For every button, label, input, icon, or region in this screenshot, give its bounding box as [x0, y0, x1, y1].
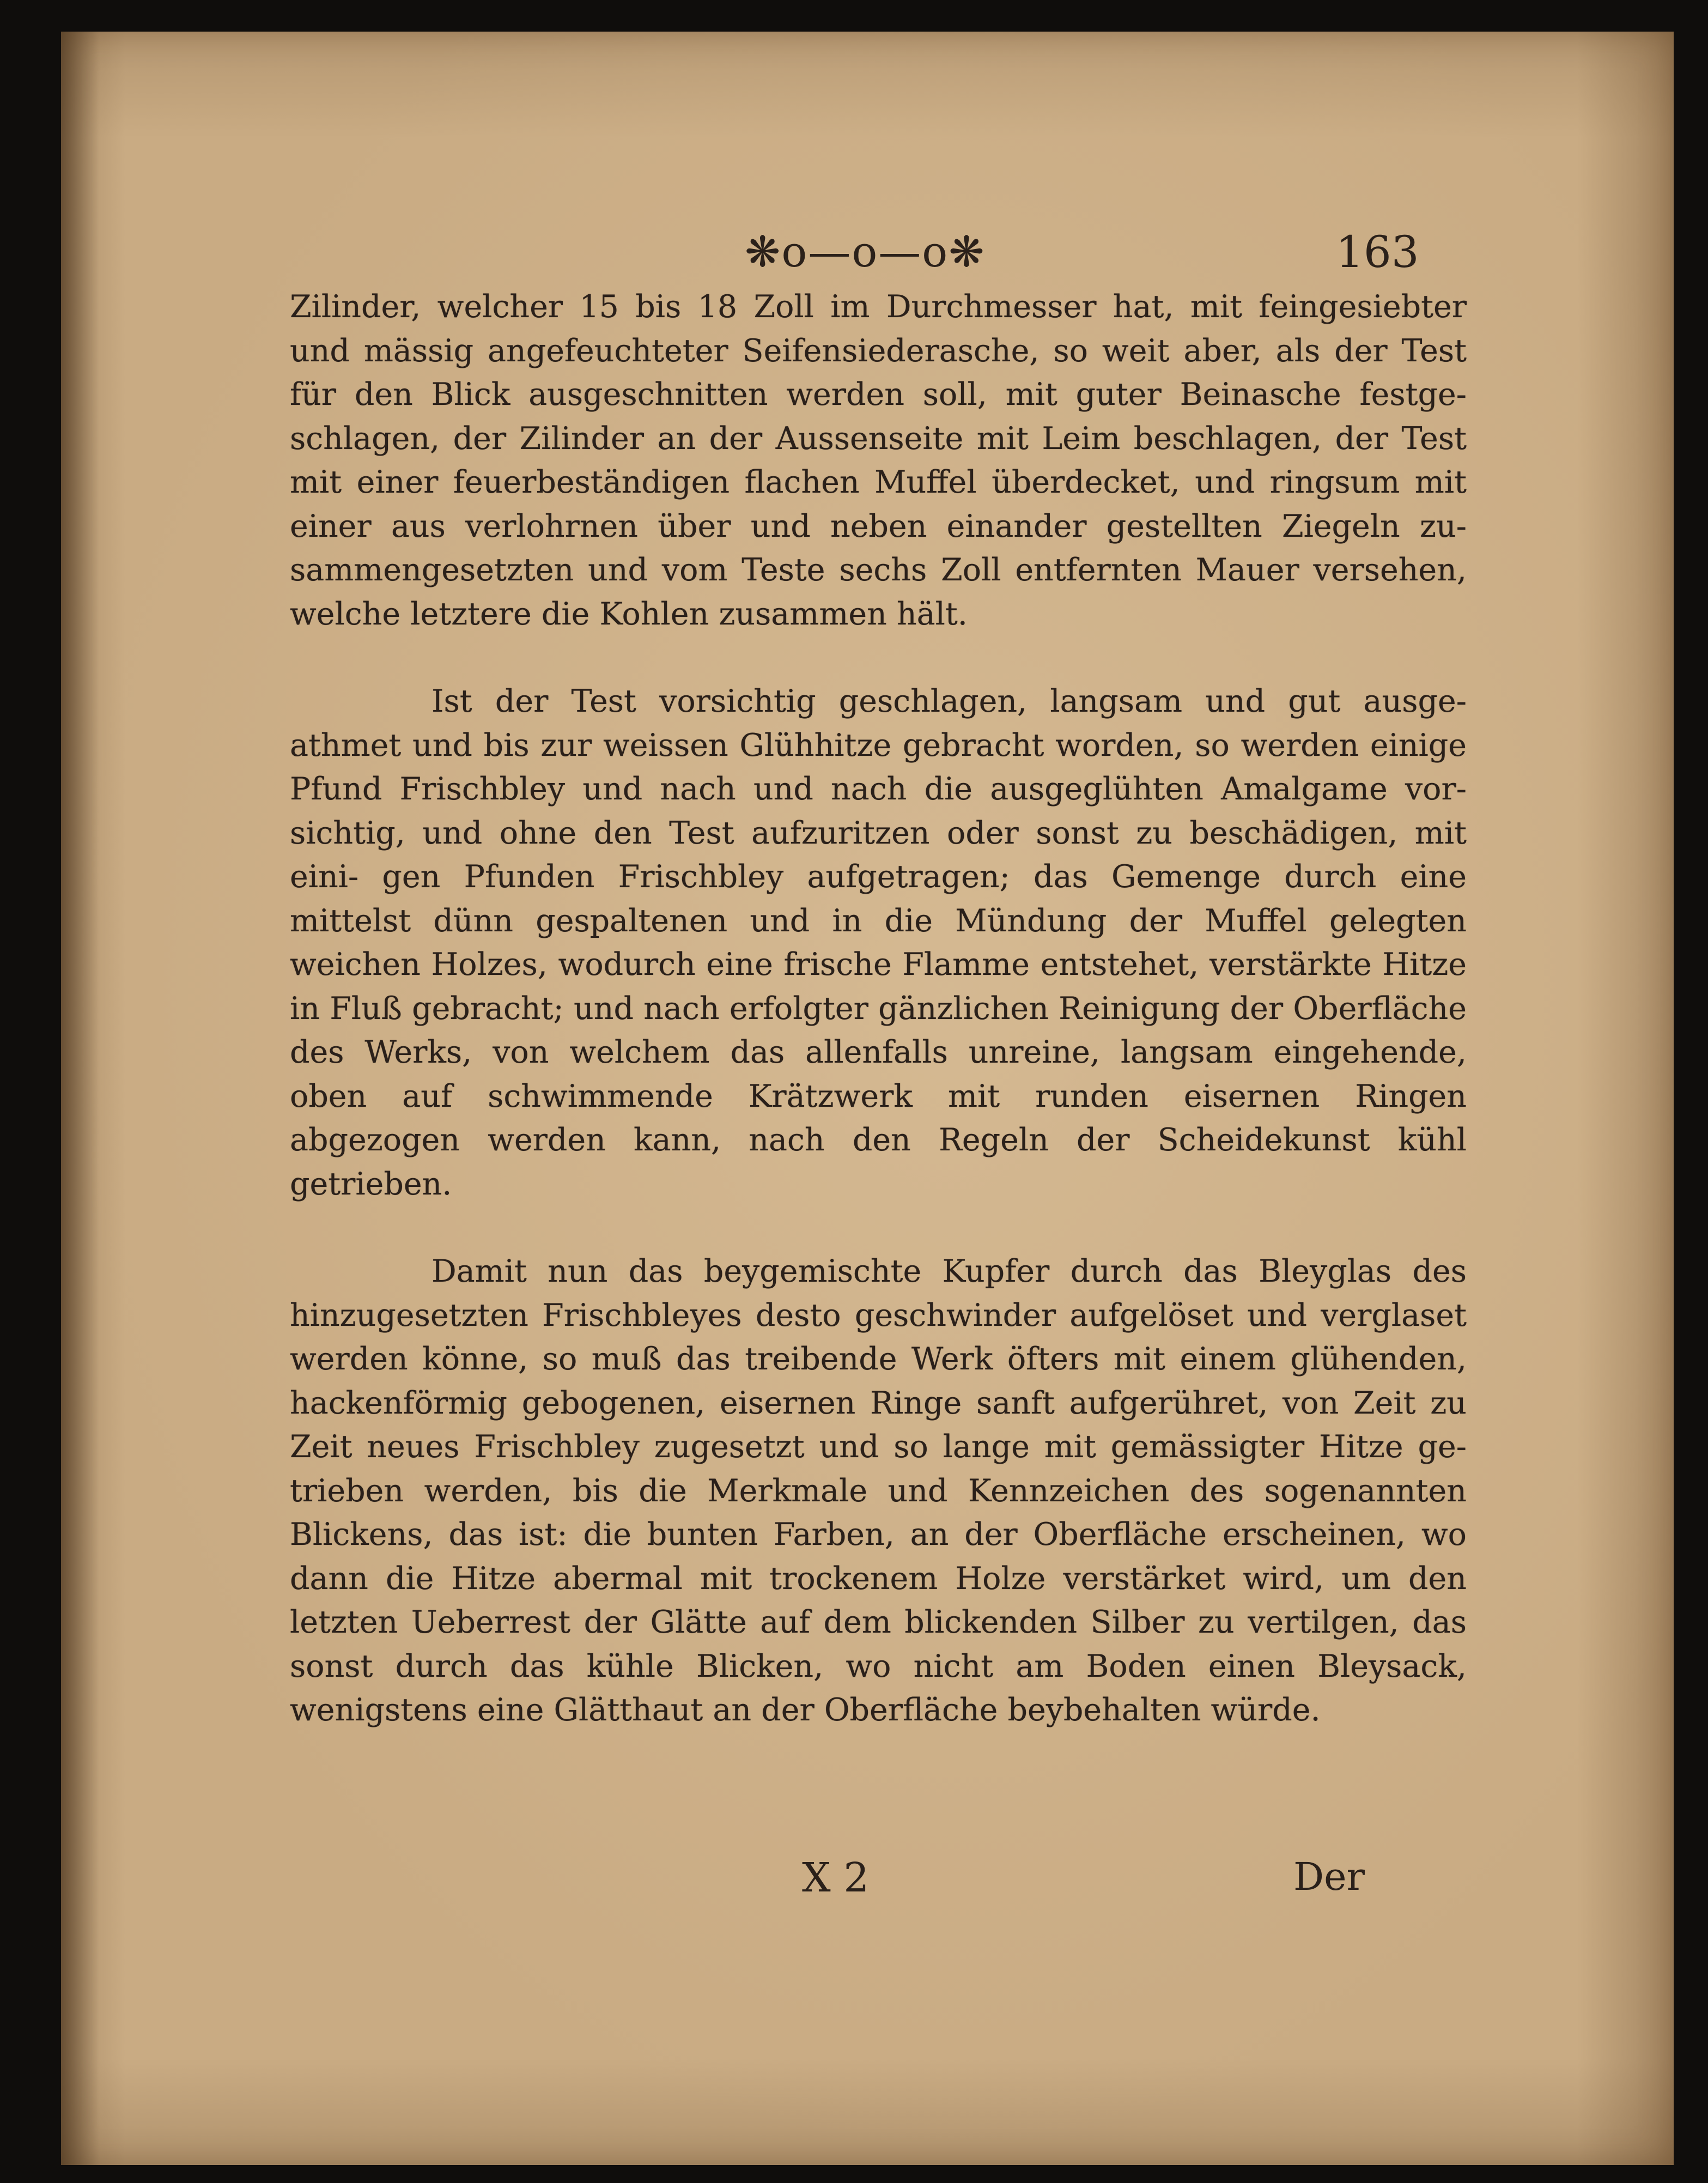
paragraph-3: Damit nun das beygemischte Kupfer durch das Bleyglas des hinzugesetzten Frischbleyes desto geschwinder aufgelöset und verglaset werden könne, so muß das treibende Werk öfters mit einem glühenden, hackenförmig gebogenen, eisernen Ringe sanft aufgerühret, von Zeit zu Zeit neues Frischbley zugesetzt und so lange mit gemässigter Hitze ge- trieben werden, bis die Merkmale und Kennzeichen des sogenannten Blickens, das ist: die bunten Farben, an der Oberfläche erscheinen, wo dann die Hitze abermal mit trockenem Holze verstärket wird, um den letzten Ueberrest der Glätte auf dem blickenden Silber zu vertilgen, das sonst durch das kühle Blicken, wo nicht am Boden einen Bleysack, wenigstens eine Glätthaut an der Oberfläche beybehalten würde. — [290, 1253, 1467, 1728]
page-body-text — [290, 285, 1467, 1732]
page-number: 163 — [1336, 227, 1419, 277]
paragraph-2: Ist der Test vorsichtig geschlagen, langsam und gut ausge- athmet und bis zur weissen Glühhitze gebracht worden, so werden einige Pfund Frischbley und nach und nach die ausgeglühten Amalgame vor- sichtig, und ohne den Test aufzuritzen oder sonst zu beschädigen, mit eini- gen Pfunden Frischbley aufgetragen; das Gemenge durch eine mittelst dünn gespaltenen und in die Mündung der Muffel gelegten weichen Holzes, wodurch eine frische Flamme entstehet, verstärkte Hitze in Fluß gebracht; und nach erfolgter gänzlichen Reinigung der Oberfläche des Werks, von welchem das allenfalls unreine, langsam eingehende, oben auf schwimmende Krätzwerk mit runden eisernen Ringen abgezogen werden kann, nach den Regeln der Scheidekunst kühl getrieben. — [290, 683, 1467, 1202]
page-header — [61, 211, 1674, 277]
catchword: Der — [1293, 1854, 1365, 1899]
spine-shadow — [61, 32, 99, 2165]
signature-mark: X 2 — [802, 1854, 870, 1901]
paragraph-1: Zilinder, welcher 15 bis 18 Zoll im Durchmesser hat, mit feingesiebter und mässig angefeuchteter Seifensiederasche, so weit aber, als der Test für den Blick ausgeschnitten werden soll, mit guter Beinasche festge- schlagen, der Zilinder an der Aussenseite mit Leim beschlagen, der Test mit einer feuerbeständigen flachen Muffel überdecket, und ringsum mit einer aus verlohrnen über und neben einander gestellten Ziegeln zu- sammengesetzten und vom Teste sechs Zoll entfernten Mauer versehen, welche letztere die Kohlen zusammen hält. — [290, 289, 1467, 632]
book-page — [61, 32, 1674, 2165]
header-ornament: ❋o—o—o❋ — [745, 228, 986, 277]
page-footer — [61, 1854, 1674, 1914]
